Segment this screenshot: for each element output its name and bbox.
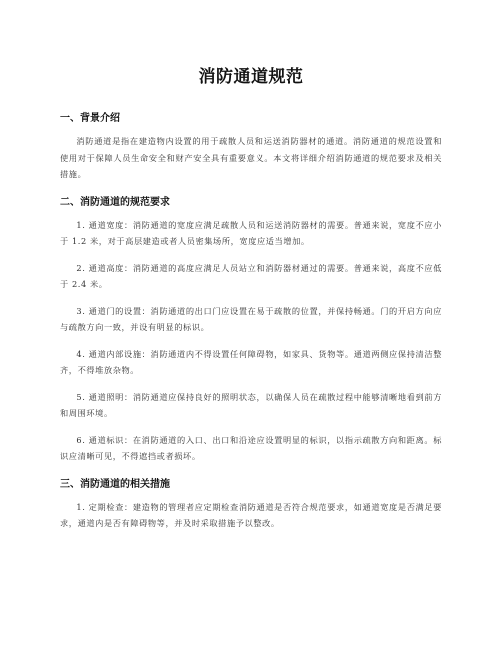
section-heading: 三、消防通道的相关措施 [60,478,170,490]
paragraph: 3. 通道门的设置：消防通道的出口门应设置在易于疏散的位置，并保持畅通。门的开启方向应与疏散方向一致，并设有明显的标识。 [60,305,442,332]
section-background [60,109,442,183]
section-requirements [60,193,442,465]
paragraph: 6. 通道标识：在消防通道的入口、出口和沿途应设置明显的标识，以指示疏散方向和距离。标识应清晰可见，不得遮挡或者损坏。 [60,434,442,461]
section-heading: 二、消防通道的规范要求 [60,196,170,208]
document-title: 消防通道规范 [198,67,304,87]
paragraph: 2. 通道高度：消防通道的高度应满足人员站立和消防器材通过的需要。普通来说，高度不应低于 2.4 米。 [60,262,442,289]
paragraph: 5. 通道照明：消防通道应保持良好的照明状态，以确保人员在疏散过程中能够清晰地看到前方和周围环境。 [60,391,442,418]
paragraph: 1. 通道宽度：消防通道的宽度应满足疏散人员和运送消防器材的需要。普通来说，宽度不应小于 1.2 米，对于高层建造或者人员密集场所，宽度应适当增加。 [60,219,442,246]
section-measures [60,475,442,532]
paragraph: 消防通道是指在建造物内设置的用于疏散人员和运送消防器材的通道。消防通道的规范设置和使用对于保障人员生命安全和财产安全具有重要意义。本文将详细介绍消防通道的规范要求及相关措施。 [60,136,442,179]
section-heading: 一、背景介绍 [60,113,120,124]
paragraph: 4. 通道内部设施：消防通道内不得设置任何障碍物，如家具、货物等。通道两侧应保持清洁整齐，不得堆放杂物。 [60,348,442,375]
paragraph: 1. 定期检查：建造物的管理者应定期检查消防通道是否符合规范要求，如通道宽度是否满足要求，通道内是否有障碍物等，并及时采取措施予以整改。 [60,501,442,528]
